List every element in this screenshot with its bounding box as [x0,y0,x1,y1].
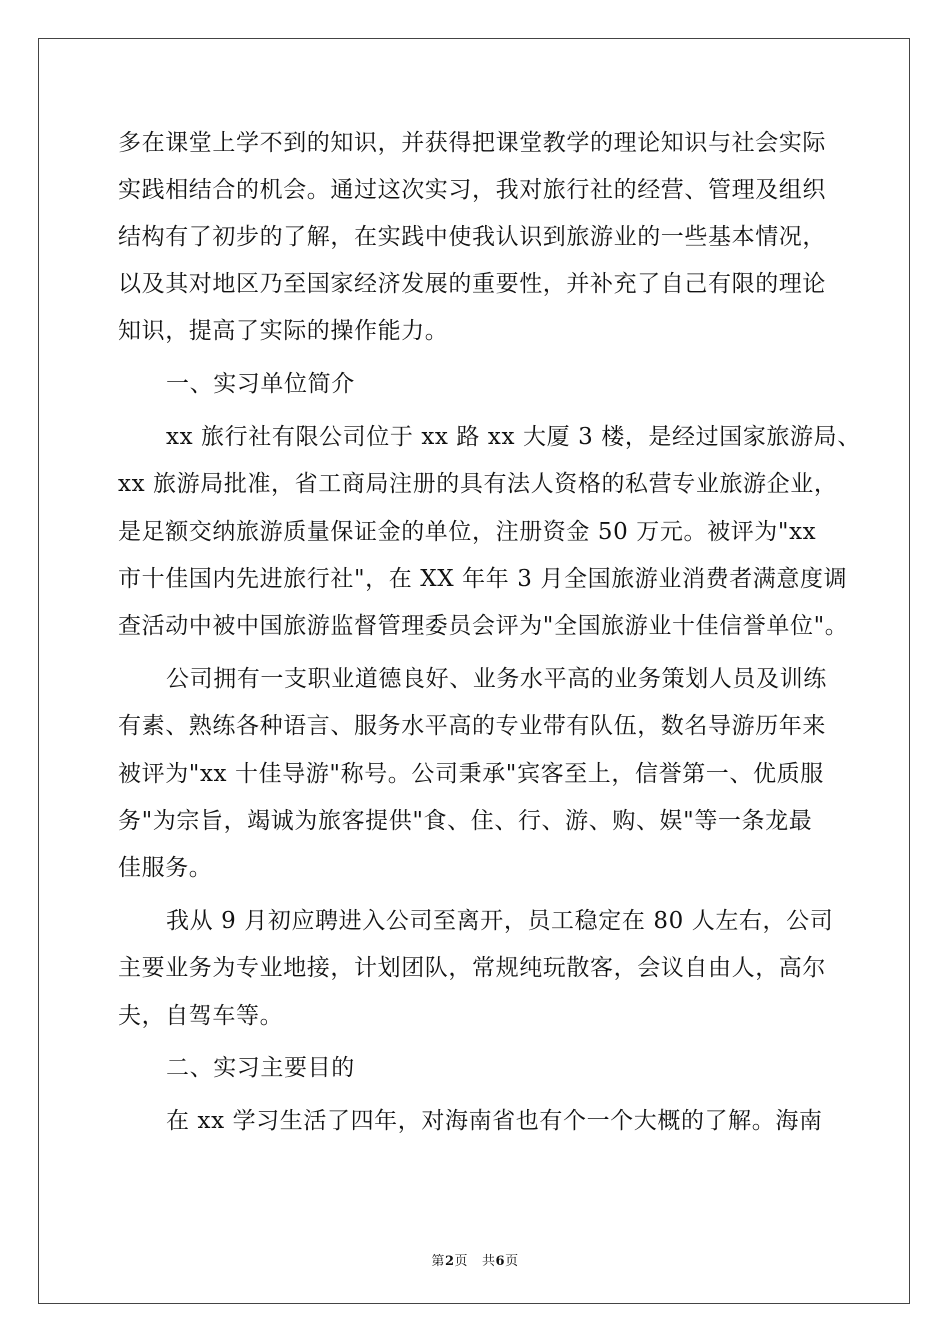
page-prefix: 第 [431,1254,445,1269]
paragraph-line: 公司拥有一支职业道德良好、业务水平高的业务策划人员及训练 [166,666,827,692]
paragraph-line: 夫，自驾车等。 [118,1003,284,1029]
page-suffix: 页 [454,1254,468,1269]
paragraph-line: 主要业务为专业地接，计划团队，常规纯玩散客，会议自由人，高尔 [118,955,826,981]
paragraph-line: 结构有了初步的了解，在实践中使我认识到旅游业的一些基本情况， [118,224,826,250]
total-prefix: 共 [482,1254,496,1269]
paragraph-line: 市十佳国内先进旅行社"，在 XX 年年 3 月全国旅游业消费者满意度调 [118,566,848,592]
paragraph-line: 在 xx 学习生活了四年，对海南省也有个一个大概的了解。海南 [166,1108,823,1134]
paragraph-line: 佳服务。 [118,855,213,881]
section-heading: 二、实习主要目的 [166,1055,355,1081]
paragraph-line: 多在课堂上学不到的知识，并获得把课堂教学的理论知识与社会实际 [118,130,826,156]
page-footer [0,1250,950,1269]
paragraph-line: 务"为宗旨，竭诚为旅客提供"食、住、行、游、购、娱"等一条龙最 [118,808,813,834]
paragraph-line: 知识，提高了实际的操作能力。 [118,318,449,344]
paragraph-line: 以及其对地区乃至国家经济发展的重要性，并补充了自己有限的理论 [118,271,826,297]
paragraph-line: 我从 9 月初应聘进入公司至离开，员工稳定在 80 人左右，公司 [166,908,834,934]
paragraph-line: xx 旅行社有限公司位于 xx 路 xx 大厦 3 楼，是经过国家旅游局、 [166,424,861,450]
paragraph-line: 查活动中被中国旅游监督管理委员会评为"全国旅游业十佳信誉单位"。 [118,613,849,639]
section-heading: 一、实习单位简介 [166,371,355,397]
paragraph-line: xx 旅游局批准，省工商局注册的具有法人资格的私营专业旅游企业， [118,471,838,497]
page-current: 2 [444,1254,455,1269]
paragraph-line: 被评为"xx 十佳导游"称号。公司秉承"宾客至上，信誉第一、优质服 [118,761,824,787]
page-total: 6 [495,1254,506,1269]
paragraph-line: 是足额交纳旅游质量保证金的单位，注册资金 50 万元。被评为"xx [118,519,817,545]
paragraph-line: 实践相结合的机会。通过这次实习，我对旅行社的经营、管理及组织 [118,177,826,203]
paragraph-line: 有素、熟练各种语言、服务水平高的专业带有队伍，数名导游历年来 [118,713,826,739]
total-suffix: 页 [505,1254,519,1269]
